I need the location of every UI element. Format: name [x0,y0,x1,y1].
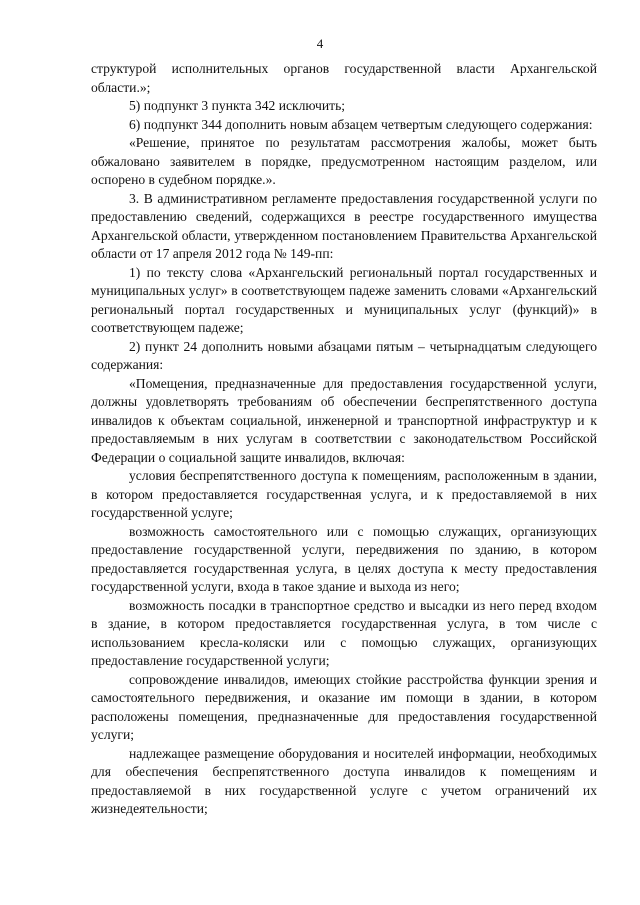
paragraph-1: структурой исполнительных органов государственной власти Архангельской области.»; [91,61,597,95]
document-body [91,60,597,819]
paragraph-12: сопровождение инвалидов, имеющих стойкие расстройства функции зрения и самостоятельного передвижения, и оказание им помощи в здании, в котором расположены помещения, предназначенные для предоставления государственной услуги; [91,671,597,742]
paragraph-7: 2) пункт 24 дополнить новыми абзацами пятым – четырнадцатым следующего содержания: [91,338,597,372]
paragraph-8: «Помещения, предназначенные для предоставления государственной услуги, должны удовлетворять требованиям об обеспечении беспрепятственного доступа инвалидов к объектам социальной, инженерной и транспортной инфраструктур и к предоставляемым в них услугам в соответствии с законодательством Российской Федерации о социальной защите инвалидов, включая: [91,375,597,465]
paragraph-10: возможность самостоятельного или с помощью служащих, организующих предоставление государственной услуги, передвижения по зданию, в котором предоставляется государственная услуга, в целях доступа к месту предоставления государственной услуги, входа в такое здание и выхода из него; [91,523,597,594]
page-number: 4 [316,36,324,51]
paragraph-2: 5) подпункт 3 пункта 342 исключить; [129,98,346,113]
paragraph-3: 6) подпункт 344 дополнить новым абзацем четвертым следующего содержания: [129,116,593,132]
paragraph-4: «Решение, принятое по результатам рассмотрения жалобы, может быть обжаловано заявителем в порядке, предусмотренном настоящим разделом, или оспорено в судебном порядке.». [91,135,597,187]
paragraph-6: 1) по тексту слова «Архангельский региональный портал государственных и муниципальных услуг» в соответствующем падеже заменить словами «Архангельский региональный портал государственных и муниципальных услуг (функций)» в соответствующем падеже; [91,264,597,335]
paragraph-11: возможность посадки в транспортное средство и высадки из него перед входом в здание, в котором предоставляется государственная услуга, в том числе с использованием кресла-коляски или с помощью служащих, организующих предоставление государственной услуги; [91,597,597,668]
paragraph-5: 3. В административном регламенте предоставления государственной услуги по предоставлению сведений, содержащихся в реестре государственного имущества Архангельской области, утвержденном постановлением Правительства Архангельской области от 17 апреля 2012 года № 149-пп: [91,190,597,261]
paragraph-9: условия беспрепятственного доступа к помещениям, расположенным в здании, в котором предоставляется государственная услуга, и к предоставляемой в них государственной услуге; [91,468,597,520]
paragraph-13: надлежащее размещение оборудования и носителей информации, необходимых для обеспечения беспрепятственного доступа инвалидов к помещениям и предоставляемой в них государственной услуге с учетом ограничений их жизнедеятельности; [91,745,597,816]
